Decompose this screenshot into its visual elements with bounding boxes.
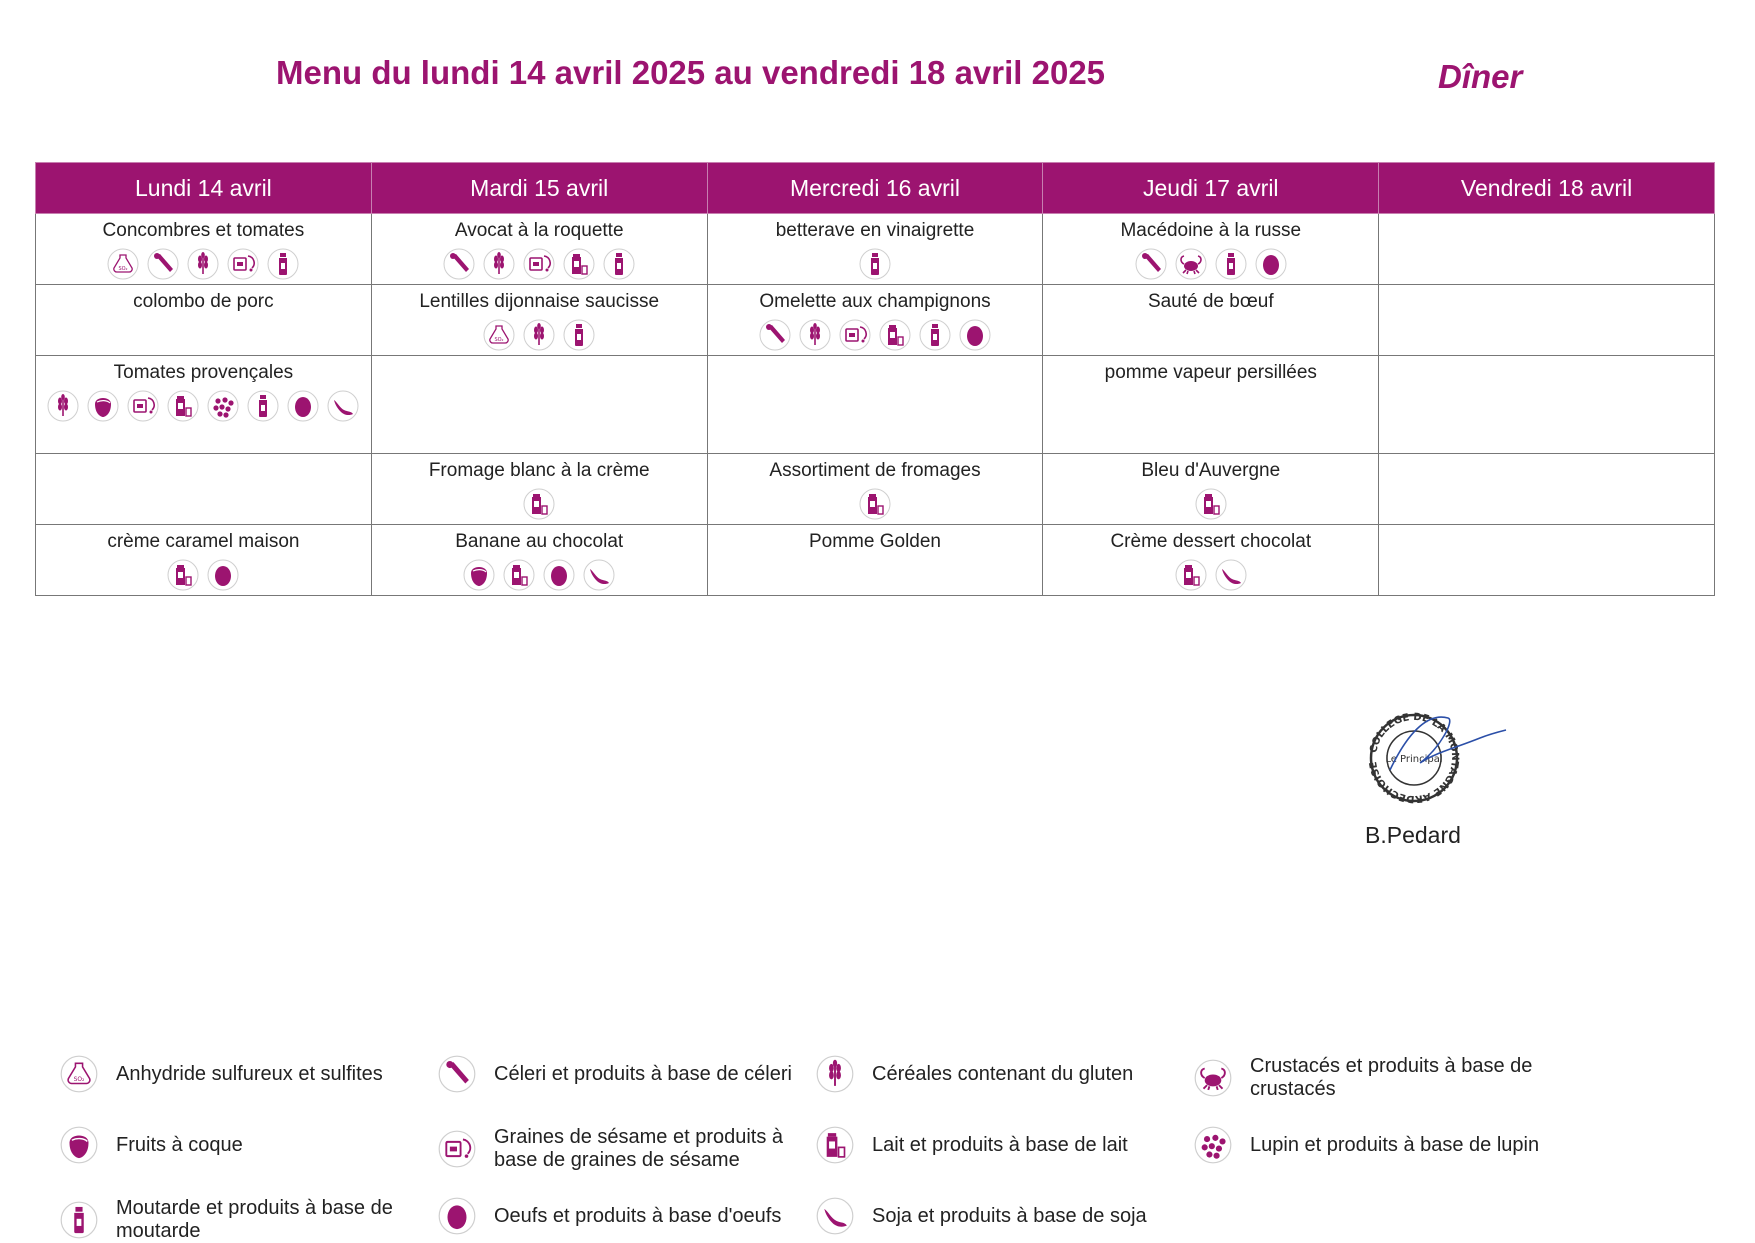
menu-cell: [707, 356, 1043, 454]
menu-cell: [1043, 525, 1379, 596]
sulfites-icon: [60, 1055, 98, 1093]
menu-row: [36, 525, 1715, 596]
page-title: Menu du lundi 14 avril 2025 au vendredi 18 avril 2025: [276, 54, 1106, 91]
egg-icon: [543, 559, 575, 591]
menu-cell: [371, 525, 707, 596]
soy-icon: [1215, 559, 1247, 591]
dish-name: Tomates provençales: [113, 362, 294, 383]
celery-icon: [438, 1055, 476, 1093]
dish-name: Omelette aux champignons: [759, 291, 991, 312]
milk-icon: [1195, 488, 1227, 520]
menu-cell: [1043, 356, 1379, 454]
dish-name: Crème dessert chocolat: [1110, 531, 1312, 552]
dish-name: Assortiment de fromages: [769, 460, 981, 481]
allergen-icons: [40, 248, 367, 284]
allergen-icons: [712, 319, 1039, 355]
mustard-icon: [267, 248, 299, 280]
mustard-icon: [247, 390, 279, 422]
menu-cell: [1043, 454, 1379, 525]
mustard-icon: [603, 248, 635, 280]
gluten-icon: [816, 1055, 854, 1093]
legend-item: [816, 1126, 1176, 1164]
dish-name: Fromage blanc à la crème: [428, 460, 650, 481]
legend-item: [1194, 1126, 1554, 1164]
svg-text:SO₂: SO₂: [73, 1076, 85, 1084]
legend-label: Céréales contenant du gluten: [872, 1062, 1134, 1085]
menu-cell: [1379, 356, 1715, 454]
mustard-icon: [859, 248, 891, 280]
nut-icon: [87, 390, 119, 422]
menu-cell: [1379, 454, 1715, 525]
allergen-icons: [1047, 248, 1374, 284]
sulfites-icon: [107, 248, 139, 280]
egg-icon: [438, 1197, 476, 1235]
dish-name: pomme vapeur persillées: [1104, 362, 1317, 383]
celery-icon: [147, 248, 179, 280]
milk-icon: [563, 248, 595, 280]
milk-icon: [523, 488, 555, 520]
menu-cell: [1379, 285, 1715, 356]
menu-cell: [707, 214, 1043, 285]
menu-row: [36, 285, 1715, 356]
allergen-icons: [376, 319, 703, 355]
egg-icon: [959, 319, 991, 351]
day-header: Lundi 14 avril: [36, 163, 372, 214]
legend-item: [438, 1126, 798, 1172]
allergen-icons: [712, 248, 1039, 284]
nut-icon: [463, 559, 495, 591]
legend-item: [60, 1055, 420, 1093]
soy-icon: [583, 559, 615, 591]
legend-item: [816, 1197, 1176, 1235]
day-header: Jeudi 17 avril: [1043, 163, 1379, 214]
allergen-icons: [712, 488, 1039, 524]
meal-label: Dîner: [1438, 58, 1523, 95]
day-header: Mardi 15 avril: [371, 163, 707, 214]
gluten-icon: [483, 248, 515, 280]
dish-name: Macédoine à la russe: [1120, 220, 1302, 241]
legend-label: Anhydride sulfureux et sulfites: [116, 1062, 383, 1085]
menu-cell: [707, 285, 1043, 356]
allergen-icons: [40, 390, 367, 426]
menu-cell: [707, 525, 1043, 596]
sulfites-icon: [483, 319, 515, 351]
gluten-icon: [799, 319, 831, 351]
menu-row: [36, 356, 1715, 454]
milk-icon: [503, 559, 535, 591]
milk-icon: [879, 319, 911, 351]
gluten-icon: [187, 248, 219, 280]
day-header: Mercredi 16 avril: [707, 163, 1043, 214]
menu-row: [36, 214, 1715, 285]
legend-label: Lait et produits à base de lait: [872, 1133, 1128, 1156]
legend-item: [60, 1126, 420, 1164]
milk-icon: [167, 559, 199, 591]
svg-text:SO₂: SO₂: [118, 266, 128, 272]
dish-name: Avocat à la roquette: [454, 220, 624, 241]
menu-cell: [371, 285, 707, 356]
dish-name: Sauté de bœuf: [1147, 291, 1274, 312]
day-header: Vendredi 18 avril: [1379, 163, 1715, 214]
menu-header-row: [36, 163, 1715, 214]
celery-icon: [759, 319, 791, 351]
egg-icon: [287, 390, 319, 422]
sesame-icon: [839, 319, 871, 351]
allergen-icons: [40, 559, 367, 595]
gluten-icon: [523, 319, 555, 351]
mustard-icon: [1215, 248, 1247, 280]
legend-label: Crustacés et produits à base de crustacés: [1250, 1055, 1533, 1100]
allergen-icons: [1047, 559, 1374, 595]
soy-icon: [816, 1197, 854, 1235]
signature-name: B.Pedard: [1365, 822, 1461, 848]
lupin-icon: [207, 390, 239, 422]
allergen-icons: [376, 559, 703, 595]
dish-name: crème caramel maison: [107, 531, 300, 552]
mustard-icon: [919, 319, 951, 351]
menu-cell: [1379, 214, 1715, 285]
legend-item: [438, 1055, 798, 1093]
legend-item: [1194, 1055, 1554, 1101]
milk-icon: [859, 488, 891, 520]
dish-name: Banane au chocolat: [455, 531, 624, 552]
allergen-icons: [1047, 488, 1374, 524]
legend-item: [60, 1197, 420, 1243]
menu-cell: [371, 356, 707, 454]
menu-cell: [371, 214, 707, 285]
dish-name: Bleu d'Auvergne: [1141, 460, 1281, 481]
celery-icon: [443, 248, 475, 280]
dish-name: Pomme Golden: [808, 531, 941, 552]
sesame-icon: [523, 248, 555, 280]
menu-table: [35, 162, 1715, 596]
svg-text:Le Principal: Le Principal: [1385, 754, 1443, 765]
milk-icon: [167, 390, 199, 422]
menu-cell: [36, 214, 372, 285]
legend-item: [816, 1055, 1176, 1093]
legend-label: Céleri et produits à base de céleri: [494, 1062, 792, 1085]
principal-stamp: [1360, 708, 1510, 808]
menu-row: [36, 454, 1715, 525]
egg-icon: [207, 559, 239, 591]
menu-cell: [1043, 214, 1379, 285]
gluten-icon: [47, 390, 79, 422]
legend-label: Moutarde et produits à base de moutarde: [116, 1197, 393, 1242]
menu-cell: [1043, 285, 1379, 356]
legend-label: Oeufs et produits à base d'oeufs: [494, 1204, 782, 1227]
legend-label: Soja et produits à base de soja: [872, 1204, 1147, 1227]
allergen-icons: [376, 248, 703, 284]
menu-cell: [36, 454, 372, 525]
dish-name: betterave en vinaigrette: [775, 220, 975, 241]
celery-icon: [1135, 248, 1167, 280]
menu-cell: [36, 525, 372, 596]
milk-icon: [1175, 559, 1207, 591]
legend-item: [438, 1197, 798, 1235]
crustacean-icon: [1194, 1059, 1232, 1097]
sesame-icon: [127, 390, 159, 422]
dish-name: Lentilles dijonnaise saucisse: [419, 291, 660, 312]
menu-cell: [36, 285, 372, 356]
crustacean-icon: [1175, 248, 1207, 280]
sesame-icon: [438, 1130, 476, 1168]
mustard-icon: [60, 1201, 98, 1239]
menu-cell: [707, 454, 1043, 525]
nut-icon: [60, 1126, 98, 1164]
dish-name: colombo de porc: [133, 291, 274, 312]
milk-icon: [816, 1126, 854, 1164]
dish-name: Concombres et tomates: [102, 220, 305, 241]
sesame-icon: [227, 248, 259, 280]
svg-text:COLLEGE DE LA MONTAGNE ARDECHO: COLLEGE DE LA MONTAGNE ARDECHOISE: [1368, 711, 1461, 805]
allergen-icons: [376, 488, 703, 524]
soy-icon: [327, 390, 359, 422]
menu-cell: [371, 454, 707, 525]
lupin-icon: [1194, 1126, 1232, 1164]
menu-cell: [36, 356, 372, 454]
egg-icon: [1255, 248, 1287, 280]
mustard-icon: [563, 319, 595, 351]
menu-cell: [1379, 525, 1715, 596]
legend-label: Graines de sésame et produits à base de graines de sésame: [494, 1126, 784, 1171]
legend-label: Lupin et produits à base de lupin: [1250, 1133, 1540, 1156]
svg-text:SO₂: SO₂: [494, 337, 504, 343]
legend-label: Fruits à coque: [116, 1133, 243, 1156]
